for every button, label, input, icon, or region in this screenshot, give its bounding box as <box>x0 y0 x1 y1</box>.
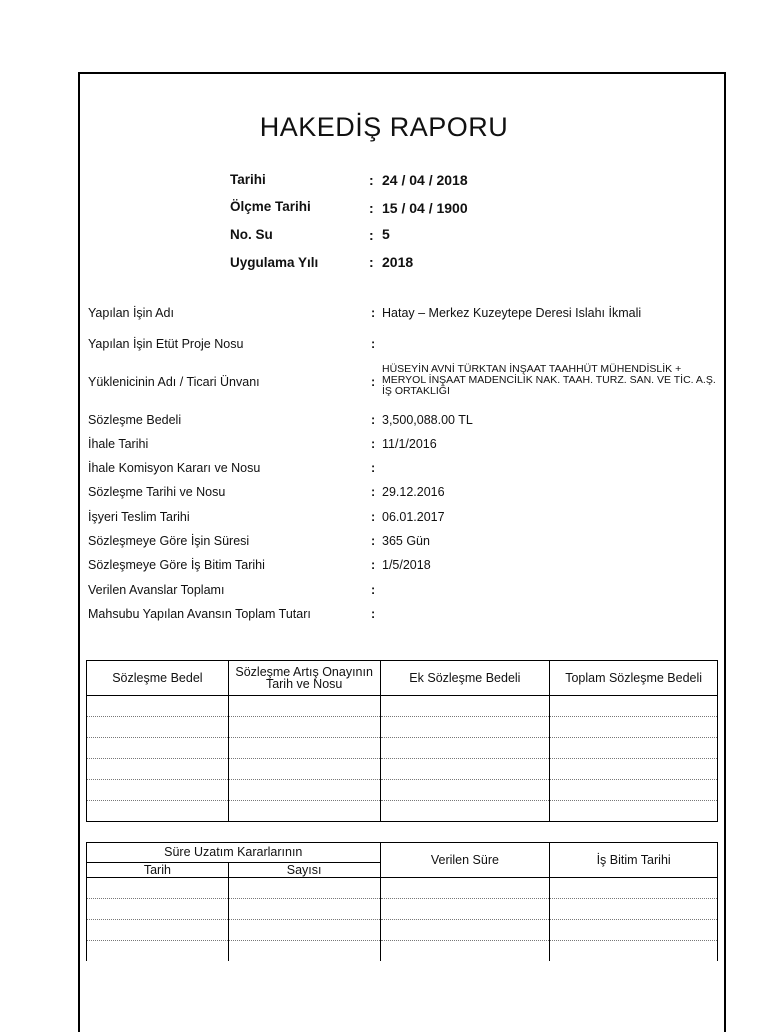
contract-price-header: Sözleşme Bedel <box>87 661 229 696</box>
table-row <box>87 899 718 920</box>
application-year-label: Uygulama Yılı <box>230 255 319 270</box>
number-value: 5 <box>382 226 390 242</box>
contractor-value: HÜSEYİN AVNİ TÜRKTAN İNŞAAT TAAHHÜT MÜHENDİSLİK + MERYOL İNŞAAT MADENCİLİK NAK. TAAH. TURZ. SAN. VE TİC. A.Ş. İŞ ORTAKLIĞI <box>382 363 716 397</box>
table-row <box>87 801 718 822</box>
table-row <box>87 878 718 899</box>
extension-decisions-header: Süre Uzatım Kararlarının <box>87 843 381 863</box>
colon: : <box>371 375 376 389</box>
tender-date-value: 11/1/2016 <box>382 437 437 451</box>
colon: : <box>371 534 376 548</box>
number-subheader: Sayısı <box>228 862 380 877</box>
project-number-label: Yapılan İşin Etüt Proje Nosu <box>88 337 244 351</box>
advances-total-label: Verilen Avanslar Toplamı <box>88 583 225 597</box>
contract-date-value: 29.12.2016 <box>382 485 445 499</box>
site-delivery-label: İşyeri Teslim Tarihi <box>88 510 190 524</box>
tender-date-label: İhale Tarihi <box>88 437 149 451</box>
contract-price-table <box>86 660 718 822</box>
work-duration-label: Sözleşmeye Göre İşin Süresi <box>88 534 250 548</box>
completion-date-label: Sözleşmeye Göre İş Bitim Tarihi <box>88 558 265 572</box>
date-label: Tarihi <box>230 172 266 187</box>
colon: : <box>369 254 374 270</box>
measurement-date-value: 15 / 04 / 1900 <box>382 200 468 216</box>
number-label: No. Su <box>230 227 273 242</box>
colon: : <box>371 413 376 427</box>
colon: : <box>371 607 376 621</box>
granted-duration-header: Verilen Süre <box>380 843 550 878</box>
colon: : <box>369 200 374 216</box>
work-duration-value: 365 Gün <box>382 534 430 548</box>
contract-price-label: Sözleşme Bedeli <box>88 413 182 427</box>
table-row <box>87 780 718 801</box>
table-row <box>87 941 718 962</box>
contract-price-value: 3,500,088.00 TL <box>382 413 473 427</box>
application-year-value: 2018 <box>382 254 414 270</box>
tender-commission-label: İhale Komisyon Kararı ve Nosu <box>88 461 261 475</box>
work-name-value: Hatay – Merkez Kuzeytepe Deresi Islahı İkmali <box>382 306 642 320</box>
colon: : <box>371 337 376 351</box>
table-row <box>87 920 718 941</box>
completion-date-header: İş Bitim Tarihi <box>550 843 718 878</box>
table-row <box>87 717 718 738</box>
colon: : <box>371 461 376 475</box>
date-value: 24 / 04 / 2018 <box>382 172 468 188</box>
colon: : <box>371 485 376 499</box>
colon: : <box>371 437 376 451</box>
report-title: HAKEDİŞ RAPORU <box>259 112 509 142</box>
table-row <box>87 759 718 780</box>
completion-date-value: 1/5/2018 <box>382 558 431 572</box>
increase-approval-header: Sözleşme Artış Onayının Tarih ve Nosu <box>228 661 380 696</box>
measurement-date-label: Ölçme Tarihi <box>230 199 311 214</box>
colon: : <box>371 558 376 572</box>
supplementary-price-header: Ek Sözleşme Bedeli <box>380 661 550 696</box>
date-subheader: Tarih <box>87 862 229 877</box>
contract-date-label: Sözleşme Tarihi ve Nosu <box>88 485 226 499</box>
colon: : <box>371 583 376 597</box>
colon: : <box>369 172 374 188</box>
extension-decisions-table <box>86 842 718 961</box>
total-contract-price-header: Toplam Sözleşme Bedeli <box>550 661 718 696</box>
contractor-label: Yüklenicinin Adı / Ticari Ünvanı <box>88 375 260 389</box>
colon: : <box>371 510 376 524</box>
table-row <box>87 738 718 759</box>
table-row <box>87 696 718 717</box>
colon: : <box>369 227 374 243</box>
site-delivery-value: 06.01.2017 <box>382 510 445 524</box>
work-name-label: Yapılan İşin Adı <box>88 306 174 320</box>
colon: : <box>371 306 376 320</box>
deducted-advance-label: Mahsubu Yapılan Avansın Toplam Tutarı <box>88 607 311 621</box>
